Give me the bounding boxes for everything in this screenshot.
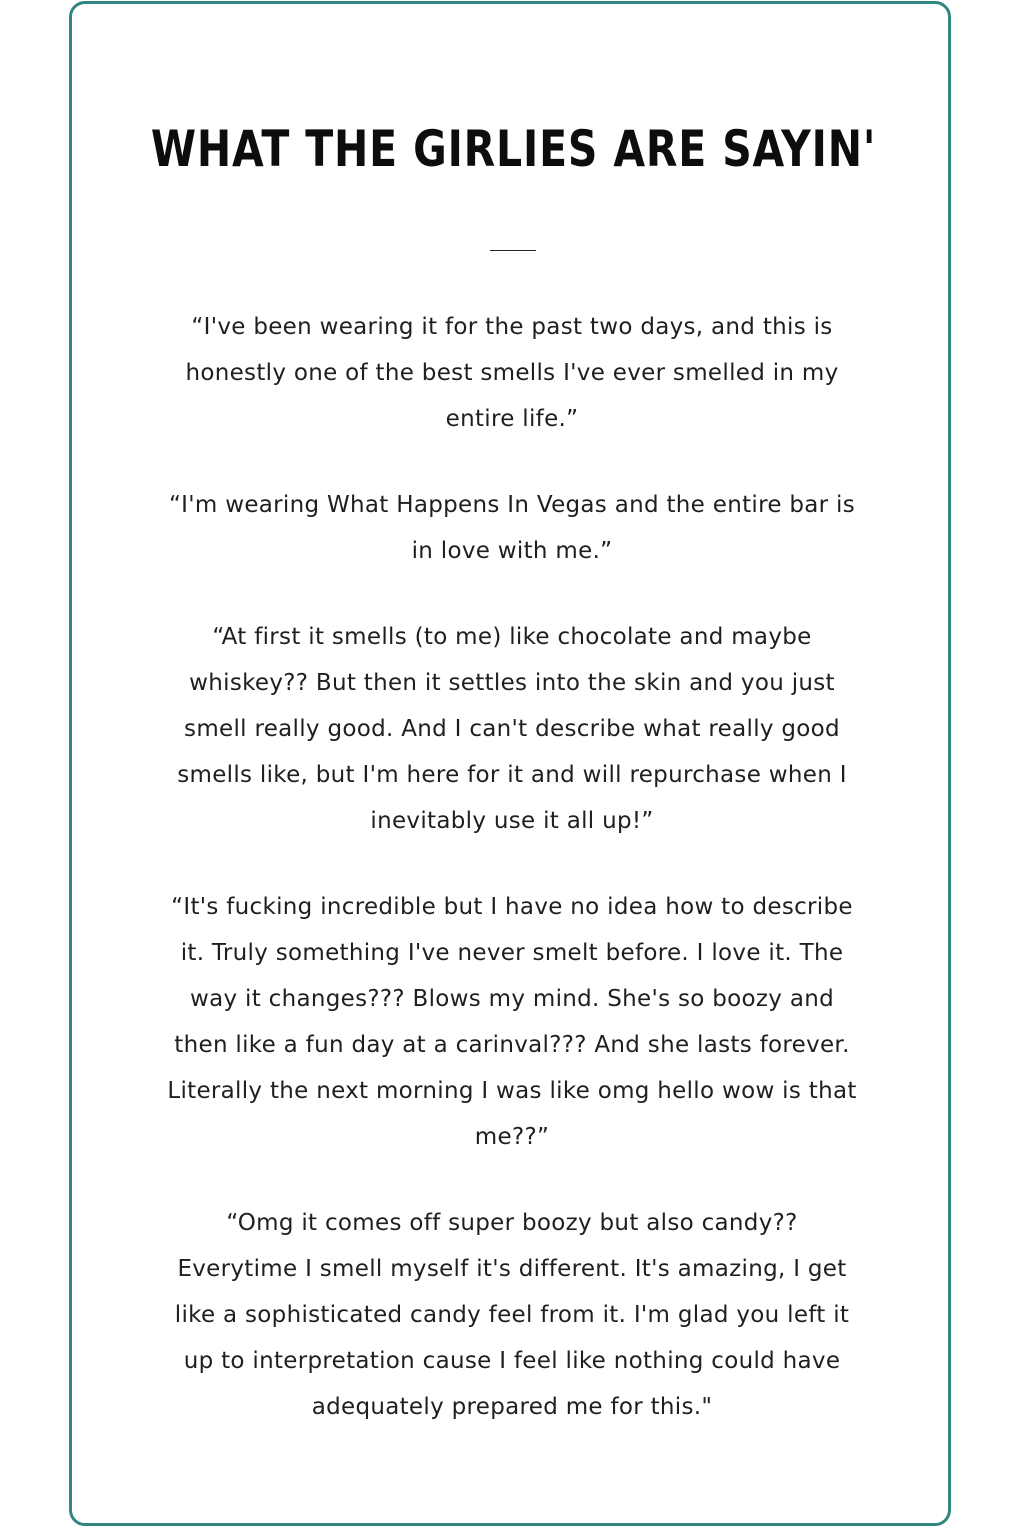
title-divider: [490, 250, 536, 251]
reviews-list: [167, 304, 857, 1470]
review-quote-5: “Omg it comes off super boozy but also candy?? Everytime I smell myself it's different. It's amazing, I get like a sophisticated candy feel from it. I'm glad you left it up to interpretation cause I feel like nothing could have adequately prepared me for this.": [174, 1210, 850, 1420]
review-quote-3: “At first it smells (to me) like chocolate and maybe whiskey?? But then it settles into the skin and you just smell really good. And I can't describe what really good smells like, but I'm here for it and will repurchase when I inevitably use it all up!”: [177, 624, 847, 834]
section-title: WHAT THE GIRLIES ARE SAYIN': [150, 120, 877, 178]
review-quote-2: “I'm wearing What Happens In Vegas and the entire bar is in love with me.”: [168, 492, 856, 564]
review-quote-1: “I've been wearing it for the past two days, and this is honestly one of the best smells I've ever smelled in my entire life.”: [185, 314, 839, 432]
testimonials-card: [69, 1, 951, 1526]
review-quote-4: “It's fucking incredible but I have no idea how to describe it. Truly something I've never smelt before. I love it. The way it changes??? Blows my mind. She's so boozy and then like a fun day at a carinval??? And she lasts forever. Literally the next morning I was like omg hello wow is that me??”: [167, 894, 857, 1150]
